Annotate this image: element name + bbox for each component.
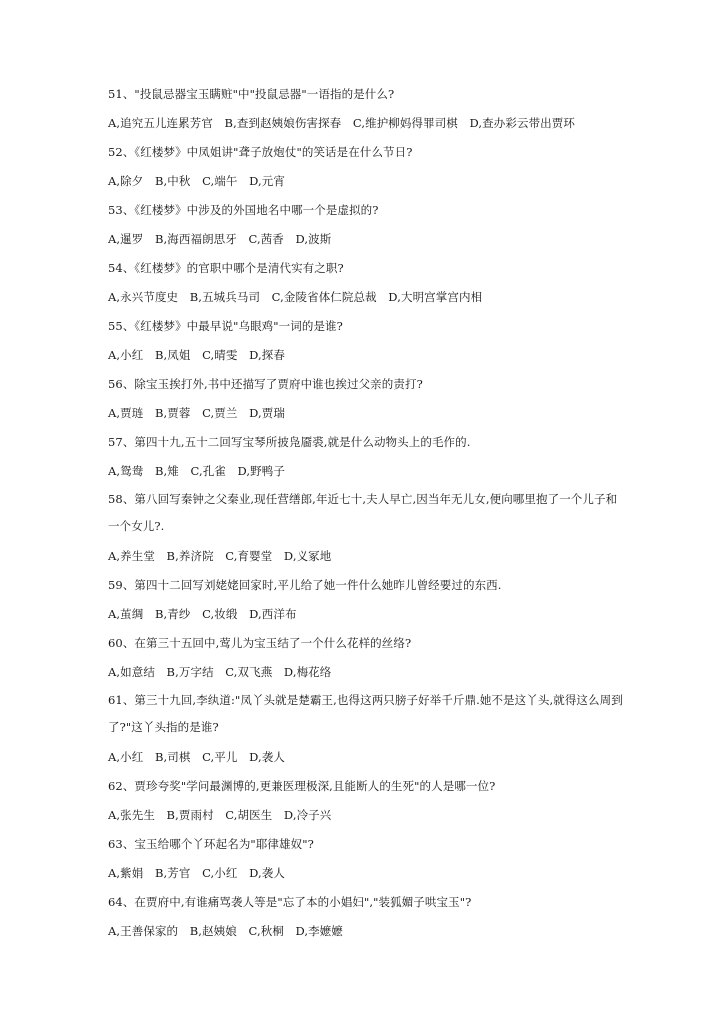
question-61: 61、第三十九回,李纨道:"凤丫头就是楚霸王,也得这两只膀子好举千斤鼎.她不是这丫头,就得这么周到了?"这丫头指的是谁? <box>108 693 623 734</box>
question-52: 52、《红楼梦》中凤姐讲"聋子放炮仗"的笑话是在什么节日? <box>108 145 413 159</box>
options-60: A,如意结 B,万字结 C,双飞燕 D,梅花络 <box>108 665 332 679</box>
options-62: A,张先生 B,贾雨村 C,胡医生 D,冷子兴 <box>108 808 332 822</box>
question-53: 53、《红楼梦》中涉及的外国地名中哪一个是虚拟的? <box>108 203 379 217</box>
options-55: A,小红 B,凤姐 C,晴雯 D,探春 <box>108 348 285 362</box>
question-51: 51、"投鼠忌器宝玉瞒赃"中"投鼠忌器"一语指的是什么? <box>108 87 395 101</box>
question-62: 62、贾珍夸奖"学问最渊博的,更兼医理极深,且能断人的生死"的人是哪一位? <box>108 779 496 793</box>
options-54: A,永兴节度史 B,五城兵马司 C,金陵省体仁院总裁 D,大明宫掌宫内相 <box>108 290 483 304</box>
question-64: 64、在贾府中,有谁痛骂袭人等是"忘了本的小娼妇","装狐媚子哄宝玉"? <box>108 895 472 909</box>
question-list <box>108 86 648 952</box>
options-63: A,紫娟 B,芳官 C,小红 D,袭人 <box>108 866 285 880</box>
options-64: A,王善保家的 B,赵姨娘 C,秋桐 D,李嬷嬷 <box>108 924 343 938</box>
options-51: A,追究五儿连累芳官 B,查到赵姨娘伤害探春 C,维护柳妈得罪司棋 D,查办彩云带出贾环 <box>108 116 575 130</box>
question-59: 59、第四十二回写刘姥姥回家时,平儿给了她一件什么她昨儿曾经要过的东西. <box>108 578 502 592</box>
question-60: 60、在第三十五回中,莺儿为宝玉结了一个什么花样的丝络? <box>108 636 412 650</box>
options-57: A,鸳鸯 B,雉 C,孔雀 D,野鸭子 <box>108 464 285 478</box>
question-55: 55、《红楼梦》中最早说"乌眼鸡"一词的是谁? <box>108 319 343 333</box>
question-56: 56、除宝玉挨打外,书中还描写了贾府中谁也挨过父亲的责打? <box>108 377 423 391</box>
options-59: A,茧绸 B,青纱 C,妆缎 D,西洋布 <box>108 607 297 621</box>
options-61: A,小红 B,司棋 C,平儿 D,袭人 <box>108 750 285 764</box>
options-58: A,养生堂 B,养济院 C,育婴堂 D,义冢地 <box>108 549 332 563</box>
options-56: A,贾琏 B,贾蓉 C,贾兰 D,贾瑞 <box>108 406 285 420</box>
question-63: 63、宝玉给哪个丫环起名为"耶律雄奴"? <box>108 837 314 851</box>
question-54: 54、《红楼梦》的官职中哪个是清代实有之职? <box>108 261 344 275</box>
question-57: 57、第四十九,五十二回写宝琴所披凫靥裘,就是什么动物头上的毛作的. <box>108 435 471 449</box>
options-52: A,除夕 B,中秋 C,端午 D,元宵 <box>108 174 285 188</box>
options-53: A,暹罗 B,海西福朗思牙 C,茜香 D,波斯 <box>108 232 332 246</box>
question-58: 58、第八回写秦钟之父秦业,现任营缮郎,年近七十,夫人早亡,因当年无儿女,便向哪里抱了一个儿子和一个女儿?. <box>108 492 618 533</box>
